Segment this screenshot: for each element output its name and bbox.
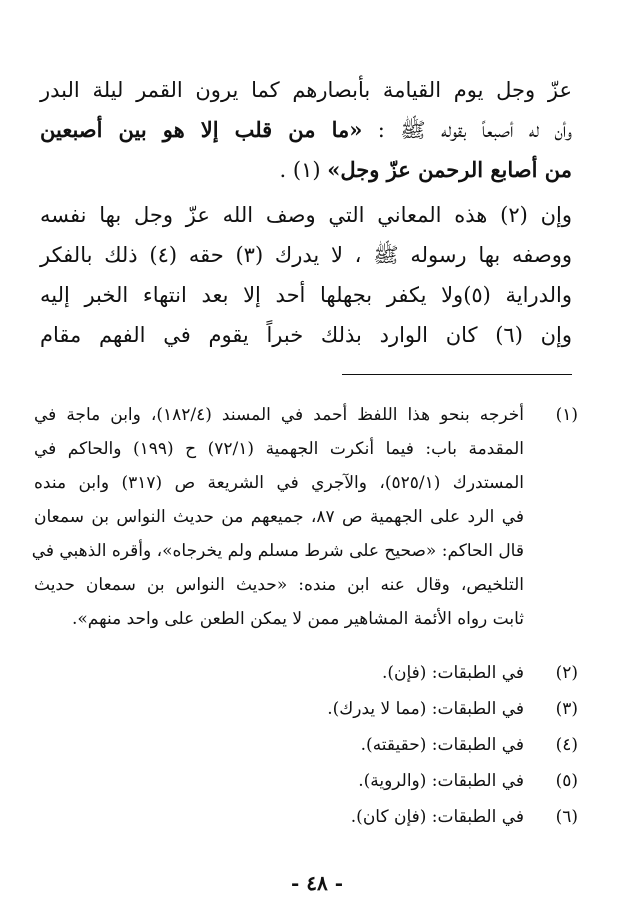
footnote-number: (٥) bbox=[555, 771, 578, 791]
footnote-number: (٤) bbox=[555, 735, 578, 755]
page-number: - ٤٨ - bbox=[290, 871, 343, 895]
footnote-line: في الطبقات: (فإن كان). bbox=[350, 807, 524, 827]
body-line: ووصفه بها رسوله ﷺ ، لا يدرك (٣) حقه (٤) ذلك بالفكر bbox=[40, 243, 572, 267]
footnote-line: في الطبقات: (والروية). bbox=[358, 771, 524, 791]
body-line bbox=[40, 110, 572, 150]
footnote-line: ثابت رواه الأئمة المشاهير ممن لا يمكن الطعن على واحد منهم». bbox=[71, 609, 524, 629]
footnote-line: التلخيص، وقال عنه ابن منده: «حديث النواس بن سمعان حديث bbox=[34, 575, 524, 595]
footnote-ref: (١) . bbox=[279, 158, 321, 182]
footnote-number: (١) bbox=[555, 405, 578, 425]
body-line-text: وأن له أصبعاً بقوله ﷺ : bbox=[377, 118, 572, 142]
hadith-quote: «ما من قلب إلا هو بين أصبعين bbox=[40, 117, 363, 142]
footnote-line: في الطبقات: (حقيقته). bbox=[360, 735, 524, 755]
body-line: وإن (٢) هذه المعاني التي وصف الله عزّ وجل بها نفسه bbox=[40, 203, 572, 227]
footnote-line: أخرجه بنحو هذا اللفظ أحمد في المسند (١٨٢/٤)، وابن ماجة في bbox=[34, 405, 525, 425]
body-line: عزّ وجل يوم القيامة بأبصارهم كما يرون القمر ليلة البدر bbox=[40, 78, 572, 102]
footnote-separator bbox=[342, 374, 572, 375]
footnote-number: (٣) bbox=[555, 699, 578, 719]
footnote-line: في الطبقات: (مما لا يدرك). bbox=[327, 699, 524, 719]
footnote-number: (٦) bbox=[555, 807, 578, 827]
footnote-line: في الطبقات: (فإن). bbox=[381, 663, 524, 683]
footnote-line: قال الحاكم: «صحيح على شرط مسلم ولم يخرجاه»، وأقره الذهبي في bbox=[31, 541, 524, 561]
footnote-line: المقدمة باب: فيما أنكرت الجهمية (٧٢/١) ح (١٩٩) والحاكم في bbox=[34, 439, 524, 459]
hadith-quote-end: من أصابع الرحمن عزّ وجل» bbox=[327, 157, 572, 182]
body-line: وإن (٦) كان الوارد بذلك خبراً يقوم في الفهم مقام bbox=[40, 323, 572, 347]
body-line: والدراية (٥)ولا يكفر بجهلها أحد إلا بعد انتهاء الخبر إليه bbox=[40, 283, 572, 307]
footnote-line: المستدرك (٥٢٥/١)، والآجري في الشريعة ص (٣١٧) وابن منده bbox=[34, 473, 524, 493]
body-line bbox=[40, 150, 572, 190]
footnote-line: في الرد على الجهمية ص ٨٧، جميعهم من حديث النواس بن سمعان bbox=[34, 507, 525, 527]
footnote-number: (٢) bbox=[555, 663, 578, 683]
